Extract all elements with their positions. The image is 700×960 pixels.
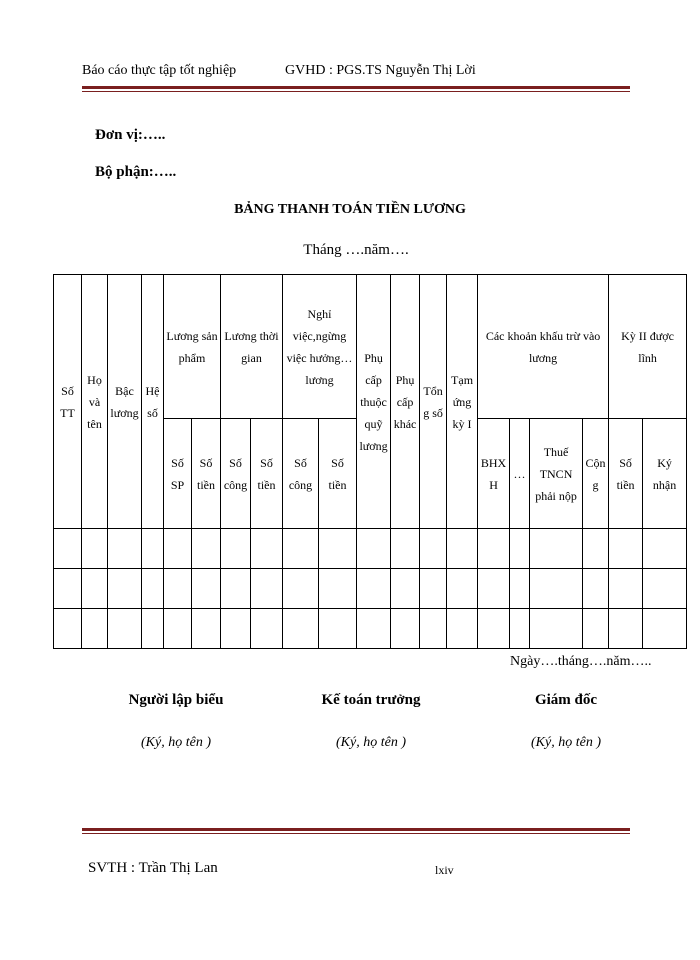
table-row xyxy=(54,569,687,609)
payroll-table xyxy=(53,274,687,649)
header-nghi-viec: Nghỉ việc,ngừng việc hưởng…lương xyxy=(283,275,357,419)
page-number: lxiv xyxy=(435,863,454,877)
footer-rule-thin xyxy=(82,833,630,834)
header-rule-thin xyxy=(82,91,630,92)
header-advisor: GVHD : PGS.TS Nguyễn Thị Lời xyxy=(285,63,476,78)
signature-title-preparer: Người lập biểu xyxy=(128,692,224,708)
header-tam-ung: Tạm ứng kỳ I xyxy=(447,275,478,529)
subheader-so-tien: Số tiền xyxy=(251,419,283,529)
department-label: Bộ phận:….. xyxy=(95,164,177,180)
header-phu-cap-khac: Phụ cấp khác xyxy=(391,275,420,529)
signature-title-director: Giám đốc xyxy=(534,692,598,708)
header-ky-ii: Kỳ II được lĩnh xyxy=(609,275,687,419)
subheader-so-cong: Số công xyxy=(221,419,251,529)
table-row xyxy=(54,529,687,569)
signature-note-preparer: (Ký, họ tên ) xyxy=(141,735,211,750)
subheader-so-cong: Số công xyxy=(283,419,319,529)
subheader-ellipsis: … xyxy=(510,419,530,529)
header-report-title: Báo cáo thực tập tốt nghiệp xyxy=(82,63,237,78)
signature-note-chief-accountant: (Ký, họ tên ) xyxy=(336,735,406,750)
footer-student: SVTH : Trần Thị Lan xyxy=(88,860,218,876)
table-row xyxy=(54,609,687,649)
page-title: BẢNG THANH TOÁN TIỀN LƯƠNG xyxy=(234,202,466,217)
subheader-thue-tncn: Thuế TNCN phải nộp xyxy=(530,419,583,529)
subheader-so-sp: Số SP xyxy=(164,419,192,529)
header-tong-so: Tổng số xyxy=(420,275,447,529)
subheader-bhxh: BHXH xyxy=(478,419,510,529)
header-luong-thoi-gian: Lương thời gian xyxy=(221,275,283,419)
header-phu-cap-quy-luong: Phụ cấp thuộc quỹ lương xyxy=(357,275,391,529)
subheader-cong: Cộng xyxy=(583,419,609,529)
subheader-ky-nhan: Ký nhận xyxy=(643,419,687,529)
subheader-so-tien: Số tiền xyxy=(319,419,357,529)
header-so-tt: Số TT xyxy=(54,275,82,529)
header-bac-luong: Bậc lương xyxy=(108,275,142,529)
signature-note-director: (Ký, họ tên ) xyxy=(531,735,601,750)
subheader-so-tien: Số tiền xyxy=(609,419,643,529)
month-year-line: Tháng ….năm…. xyxy=(303,242,409,258)
header-khau-tru: Các khoản khấu trừ vào lương xyxy=(478,275,609,419)
date-line: Ngày….tháng….năm….. xyxy=(510,654,652,669)
subheader-so-tien: Số tiền xyxy=(192,419,221,529)
footer-rule-thick xyxy=(82,828,630,831)
unit-label: Đơn vị:….. xyxy=(95,127,166,143)
header-luong-san-pham: Lương sản phẩm xyxy=(164,275,221,419)
signature-title-chief-accountant: Kế toán trưởng xyxy=(321,692,421,708)
header-he-so: Hệ số xyxy=(142,275,164,529)
header-rule-thick xyxy=(82,86,630,89)
header-ho-ten: Họ và tên xyxy=(82,275,108,529)
